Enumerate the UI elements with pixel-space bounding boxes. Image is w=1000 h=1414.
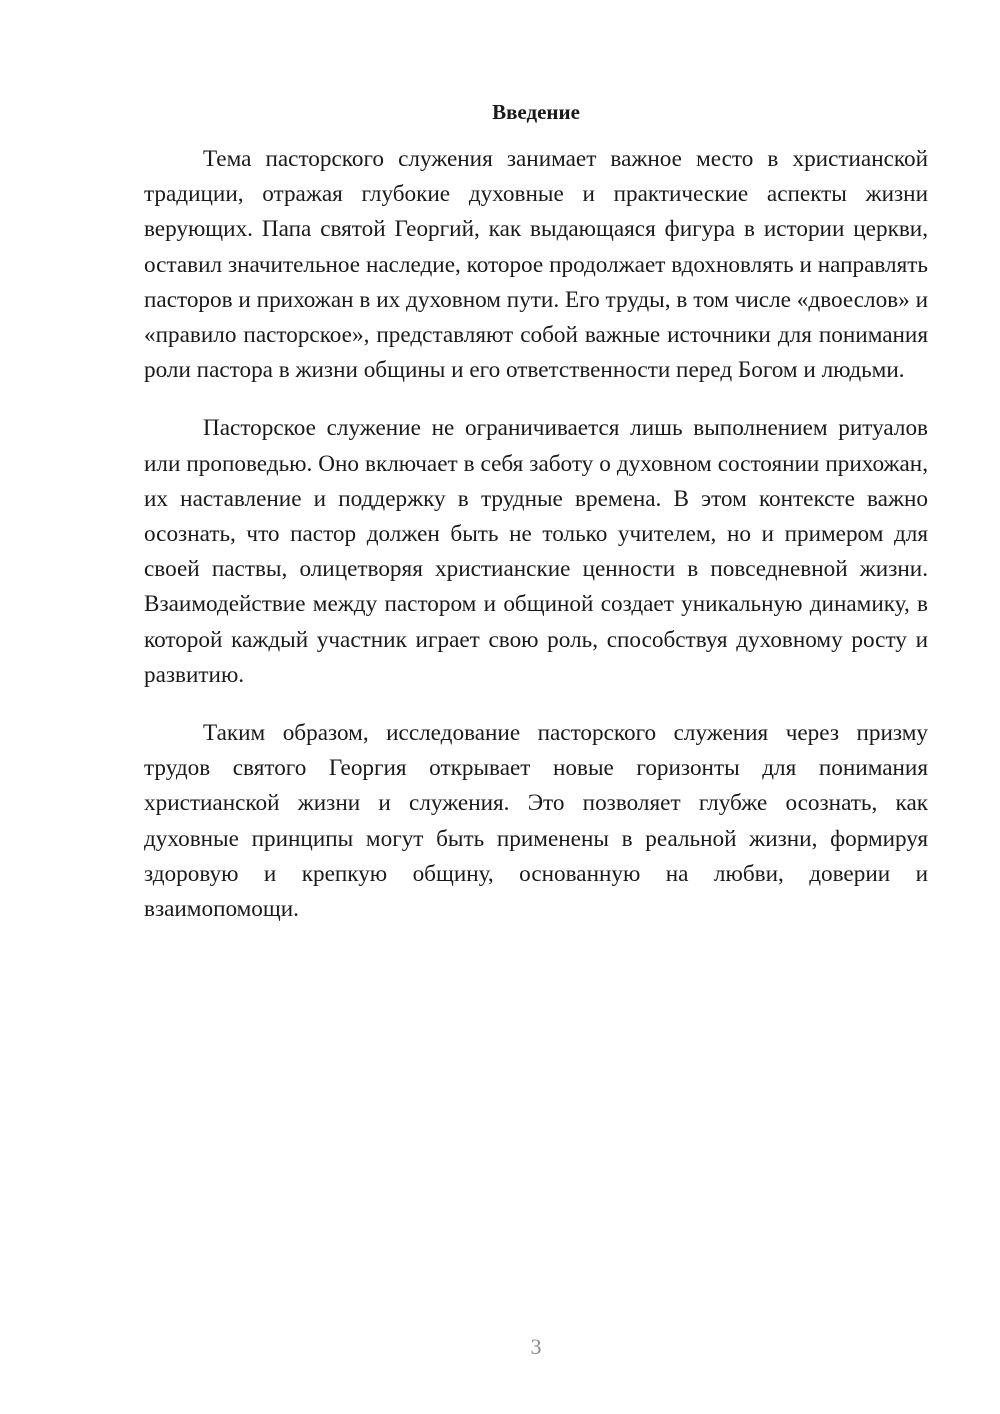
paragraph-2: Пасторское служение не ограничивается лишь выполнением ритуалов или проповедью. Оно включает в себя заботу о духовном состоянии прихожан, их наставление и поддержку в трудные времена. В этом контексте важно осознать, что пастор должен быть не только учителем, но и примером для своей паствы, олицетворяя христианские ценности в повседневной жизни. Взаимодействие между пастором и общиной создает уникальную динамику, в которой каждый участник играет свою роль, способствуя духовному росту и развитию. <box>144 415 928 688</box>
page-number: 3 <box>530 1334 542 1359</box>
section-title: Введение <box>492 100 580 124</box>
document-body <box>144 142 928 950</box>
paragraph-3: Таким образом, исследование пасторского служения через призму трудов святого Георгия открывает новые горизонты для понимания христианской жизни и служения. Это позволяет глубже осознать, как духовные принципы могут быть применены в реальной жизни, формируя здоровую и крепкую общину, основанную на любви, доверии и взаимопомощи. <box>144 720 928 923</box>
paragraph-1: Тема пасторского служения занимает важное место в христианской традиции, отражая глубокие духовные и практические аспекты жизни верующих. Папа святой Георгий, как выдающаяся фигура в истории церкви, оставил значительное наследие, которое продолжает вдохновлять и направлять пасторов и прихожан в их духовном пути. Его труды, в том числе «двоеслов» и «правило пасторское», представляют собой важные источники для понимания роли пастора в жизни общины и его ответственности перед Богом и людьми. <box>144 146 928 384</box>
